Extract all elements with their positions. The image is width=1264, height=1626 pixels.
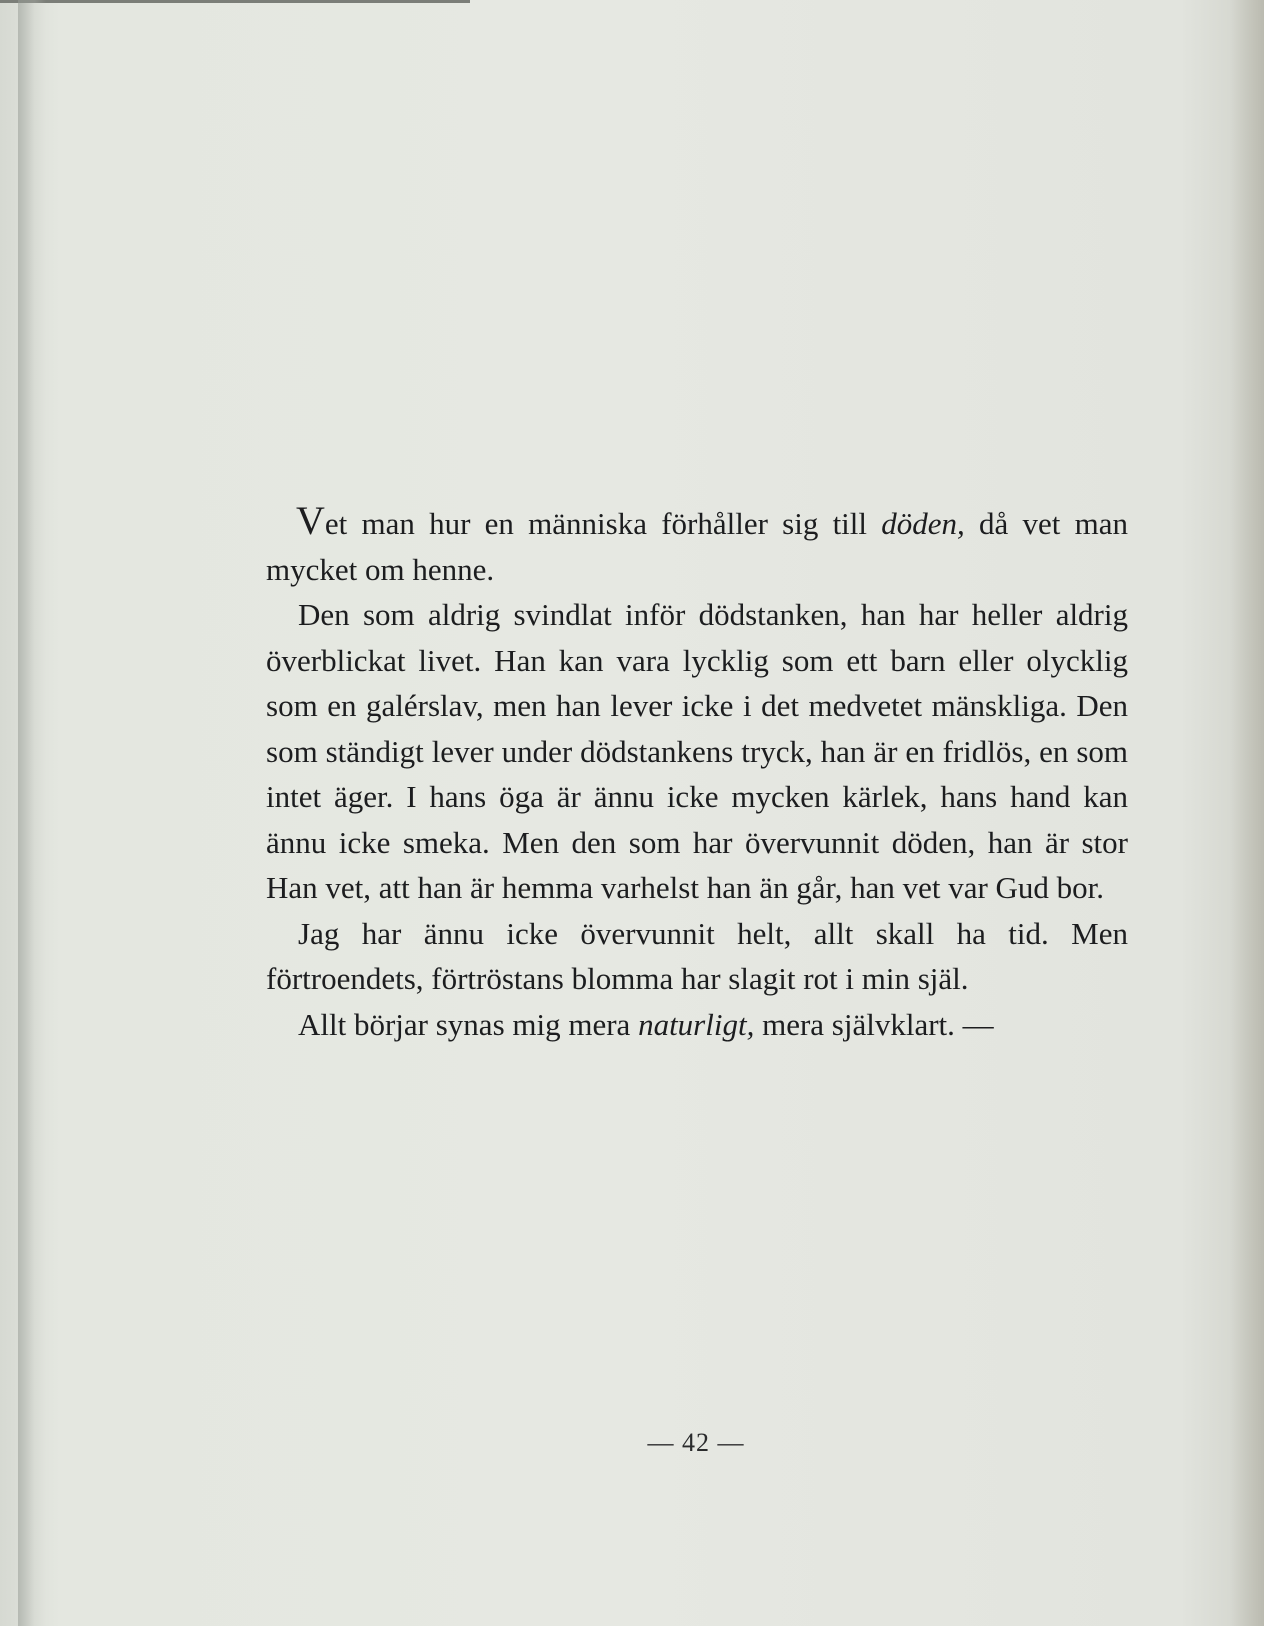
paragraph-1 xyxy=(266,498,1128,592)
page-number: — 42 — xyxy=(647,1428,745,1457)
top-edge-rule xyxy=(0,0,470,3)
paragraph-4 xyxy=(266,1002,1128,1048)
spine-shadow xyxy=(18,0,46,1626)
paragraph-1-text-start: et man hur en människa förhåller sig till xyxy=(324,506,882,541)
emphasis-doden: döden, xyxy=(881,506,965,541)
paragraph-3: Jag har ännu icke övervunnit helt, allt skall ha tid. Men förtroendets, förtröstans blomma har slagit rot i min själ. xyxy=(266,915,1128,996)
paragraph-4-text-end: mera självklart. — xyxy=(754,1006,994,1042)
paragraph-4-text-start: Allt börjar synas mig mera xyxy=(298,1006,639,1042)
page-edge-shadow xyxy=(1230,0,1264,1626)
drop-cap: V xyxy=(296,498,325,543)
paragraph-2: Den som aldrig svindlat inför dödstanken, han har heller aldrig överblickat livet. Han kan vara lycklig som ett barn eller olycklig som en galérslav, men han lever icke i det medvetet mänskliga. Den som ständigt lever under dödstankens tryck, han är en fridlös, en som intet äger. I hans öga är ännu icke mycken kärlek, hans hand kan ännu icke smeka. Men den som har övervunnit döden, han är stor Han vet, att han är hemma varhelst han än går, han vet var Gud bor. xyxy=(266,597,1128,905)
emphasis-naturligt: naturligt, xyxy=(638,1006,755,1042)
body-text xyxy=(266,498,1128,1047)
paragraph-1-text-end: då vet man mycket om henne. xyxy=(266,506,1128,587)
